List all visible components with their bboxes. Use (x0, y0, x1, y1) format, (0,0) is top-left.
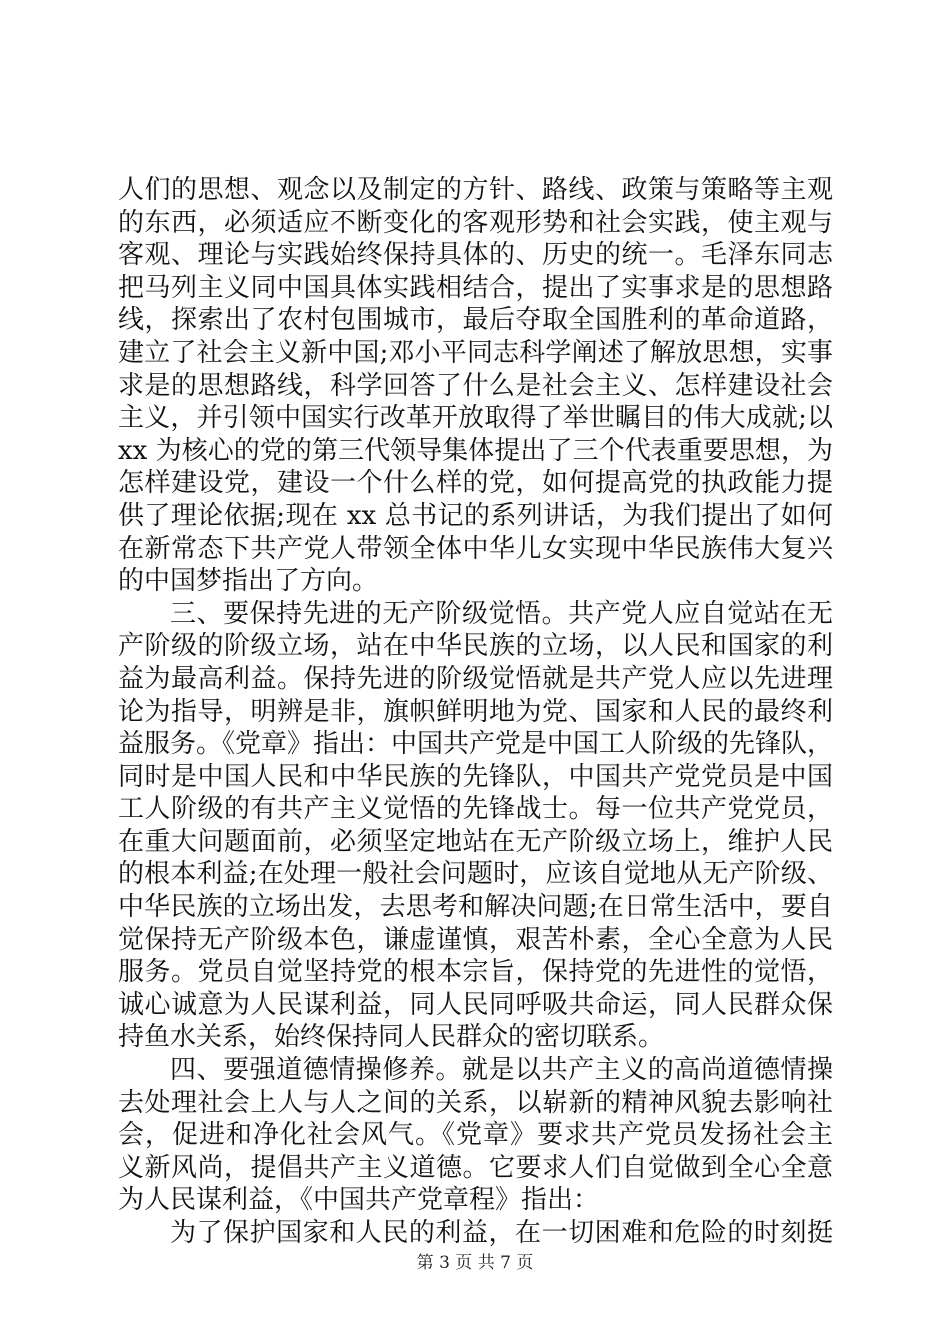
text-line: 义新风尚，提倡共产主义道德。它要求人们自觉做到全心全意 (118, 1152, 833, 1183)
text-line: 的东西，必须适应不断变化的客观形势和社会实践，使主观与 (118, 207, 833, 238)
text-line: 论为指导，明辨是非，旗帜鲜明地为党、国家和人民的最终利 (118, 696, 833, 727)
text-line: 持鱼水关系，始终保持同人民群众的密切联系。 (118, 1022, 665, 1053)
text-line: 主义，并引领中国实行改革开放取得了举世瞩目的伟大成就;以 (118, 403, 833, 434)
text-line: 供了理论依据;现在 xx 总书记的系列讲话，为我们提出了如何 (118, 500, 833, 531)
text-line: 求是的思想路线，科学回答了什么是社会主义、怎样建设社会 (118, 370, 833, 401)
text-line: 工人阶级的有共产主义觉悟的先锋战士。每一位共产党党员， (118, 794, 833, 825)
text-line: 觉保持无产阶级本色，谦虚谨慎，艰苦朴素，全心全意为人民 (118, 924, 833, 955)
paragraph-first-line: 三、要保持先进的无产阶级觉悟。共产党人应自觉站在无 (170, 598, 833, 629)
page-footer: 第 3 页 共 7 页 (416, 1253, 534, 1273)
text-line: 线，探索出了农村包围城市，最后夺取全国胜利的革命道路， (118, 305, 833, 336)
text-line: 会，促进和净化社会风气。《党章》要求共产党员发扬社会主 (118, 1120, 833, 1151)
paragraph-first-line: 四、要强道德情操修养。就是以共产主义的高尚道德情操 (170, 1055, 833, 1086)
text-line: 产阶级的阶级立场，站在中华民族的立场，以人民和国家的利 (118, 631, 833, 662)
text-line: 诚心诚意为人民谋利益，同人民同呼吸共命运，同人民群众保 (118, 989, 833, 1020)
text-line: 人们的思想、观念以及制定的方针、路线、政策与策略等主观 (118, 175, 833, 205)
text-line: 把马列主义同中国具体实践相结合，提出了实事求是的思想路 (118, 272, 833, 303)
paragraph-first-line: 为了保护国家和人民的利益，在一切困难和危险的时刻挺 (170, 1218, 833, 1248)
text-line: 怎样建设党，建设一个什么样的党，如何提高党的执政能力提 (118, 468, 833, 499)
text-line: 中华民族的立场出发，去思考和解决问题;在日常生活中，要自 (118, 892, 833, 923)
text-line: 益为最高利益。保持先进的阶级觉悟就是共产党人应以先进理 (118, 663, 833, 694)
text-line: 在新常态下共产党人带领全体中华儿女实现中华民族伟大复兴 (118, 533, 833, 564)
text-line: xx 为核心的党的第三代领导集体提出了三个代表重要思想，为 (118, 435, 833, 466)
text-line: 去处理社会上人与人之间的关系，以崭新的精神风貌去影响社 (118, 1087, 833, 1118)
text-line: 同时是中国人民和中华民族的先锋队，中国共产党党员是中国 (118, 761, 833, 792)
text-line: 益服务。《党章》指出：中国共产党是中国工人阶级的先锋队， (118, 729, 834, 760)
text-line: 服务。党员自觉坚持党的根本宗旨，保持党的先进性的觉悟， (118, 957, 833, 988)
text-line: 的根本利益;在处理一般社会问题时，应该自觉地从无产阶级、 (118, 859, 833, 890)
text-line: 在重大问题面前，必须坚定地站在无产阶级立场上，维护人民 (118, 826, 833, 857)
text-line: 为人民谋利益，《中国共产党章程》指出： (118, 1185, 600, 1216)
text-line: 客观、理论与实践始终保持具体的、历史的统一。毛泽东同志 (118, 240, 833, 271)
text-line: 的中国梦指出了方向。 (118, 566, 379, 597)
document-body (118, 174, 833, 1250)
text-line: 建立了社会主义新中国;邓小平同志科学阐述了解放思想，实事 (118, 337, 833, 368)
